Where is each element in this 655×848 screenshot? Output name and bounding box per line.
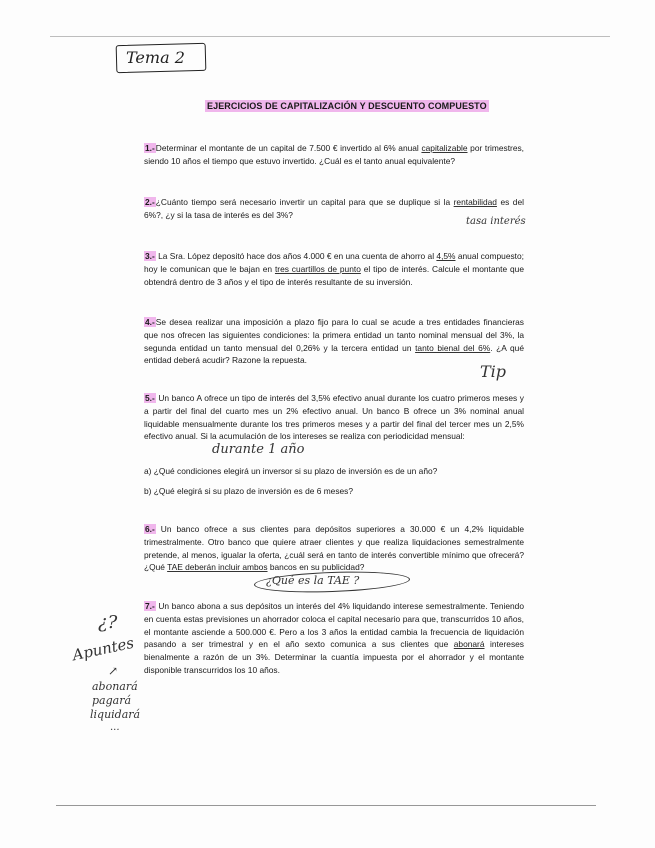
exercise-1: 1.-Determinar el montante de un capital de 7.500 € invertido al 6% anual capitalizable por trimestres, siendo 10 años el tiempo que estuvo invertido. ¿Cuál es el tanto anual equivalente? bbox=[144, 143, 524, 166]
exercise-4: 4.-Se desea realizar una imposición a plazo fijo para lo cual se acude a tres entidades financieras que nos ofrecen las siguientes condiciones: la primera entidad un tanto nominal mensual del 3%, la segunda entidad un tanto mensual del 0,26% y la tercera entidad un tanto bienal del 6%. ¿A qué entidad deberá acudir? Razone la repuesta. bbox=[144, 317, 524, 366]
note-abonara: abonará bbox=[92, 680, 138, 693]
exercise-5: 5.- Un banco A ofrece un tipo de interés del 3,5% efectivo anual durante los cuatro primeros meses y a partir del final del cuarto mes un 2% efectivo anual. Un banco B ofrece un 3% nominal anual liquidable mensualmente durante los tres primeros meses y a partir del final del tercer mes un 2,5% efectivo anual. Si la acumulación de los intereses se realiza con periodicidad mensual: bbox=[144, 393, 524, 442]
note-apuntes: Apuntes bbox=[70, 633, 136, 665]
note-question-mark: ¿? bbox=[98, 612, 118, 633]
note-tasa-interes: tasa interés bbox=[466, 216, 526, 227]
exercise-number: 7.- bbox=[145, 601, 155, 611]
exercise-5-sub-a: a) ¿Qué condiciones elegirá un inversor si su plazo de inversión es de un año? bbox=[144, 466, 438, 476]
exercise-2: 2.-¿Cuánto tiempo será necesario invertir un capital para que se duplique si la rentabilidad es del 6%?, ¿y si la tasa de interés es del 3%? bbox=[144, 197, 524, 220]
note-que-es-tae: ¿Qué es la TAE ? bbox=[266, 574, 360, 587]
arrow-icon: ↗ bbox=[108, 664, 119, 678]
exercise-3: 3.- La Sra. López depositó hace dos años 4.000 € en una cuenta de ahorro al 4,5% anual compuesto; hoy le comunican que le bajan en tres cuartillos de punto el tipo de interés. Calcule el montante que obtendrá dentro de 3 años y el tipo de interés resultante de su inversión. bbox=[144, 251, 524, 287]
exercise-number: 4.- bbox=[145, 317, 155, 327]
page-edge-bottom bbox=[56, 805, 596, 806]
note-durante-1-ano: durante 1 año bbox=[212, 442, 305, 457]
page-title: EJERCICIOS DE CAPITALIZACIÓN Y DESCUENTO COMPUESTO bbox=[207, 101, 487, 111]
tema-label: Tema 2 bbox=[126, 48, 185, 67]
exercise-7: 7.- Un banco abona a sus depósitos un interés del 4% liquidando interese semestralmente. Teniendo en cuenta estas previsiones un ahorrador coloca el capital necesario para que, transcurridos 10 años, el montante asciende a 500.000 €. Pero a los 3 años la entidad cambia la frecuencia de liquidación pasando a ser trimestral y en el año sexto comunica a sus clientes que abonará intereses bienalmente a razón de un 3%. Determinar la cuantía impuesta por el ahorrador y el montante disponible transcurridos los 10 años. bbox=[144, 601, 524, 675]
page-edge-top bbox=[50, 36, 610, 37]
note-liquidara: liquidará bbox=[90, 708, 141, 721]
exercise-number: 6.- bbox=[145, 524, 155, 534]
note-tip: Tip bbox=[480, 362, 507, 381]
exercise-6: 6.- Un banco ofrece a sus clientes para depósitos superiores a 30.000 € un 4,2% liquidable trimestralmente. Otro banco que quiere atraer clientes y que realiza liquidaciones semestralmente pretende, al menos, igualar la oferta, ¿cuál será en tanto de interés convertible mínimo que ofrecerá? ¿Qué TAE deberán incluir ambos bancos en su publicidad? bbox=[144, 524, 524, 573]
exercise-number: 3.- bbox=[145, 251, 155, 261]
exercise-number: 2.- bbox=[145, 197, 155, 207]
exercise-number: 5.- bbox=[145, 393, 155, 403]
note-pagara: pagará bbox=[92, 694, 132, 707]
exercise-5-sub-b: b) ¿Qué elegirá si su plazo de inversión es de 6 meses? bbox=[144, 486, 354, 496]
exercise-number: 1.- bbox=[145, 143, 155, 153]
note-dots: ... bbox=[110, 722, 120, 733]
